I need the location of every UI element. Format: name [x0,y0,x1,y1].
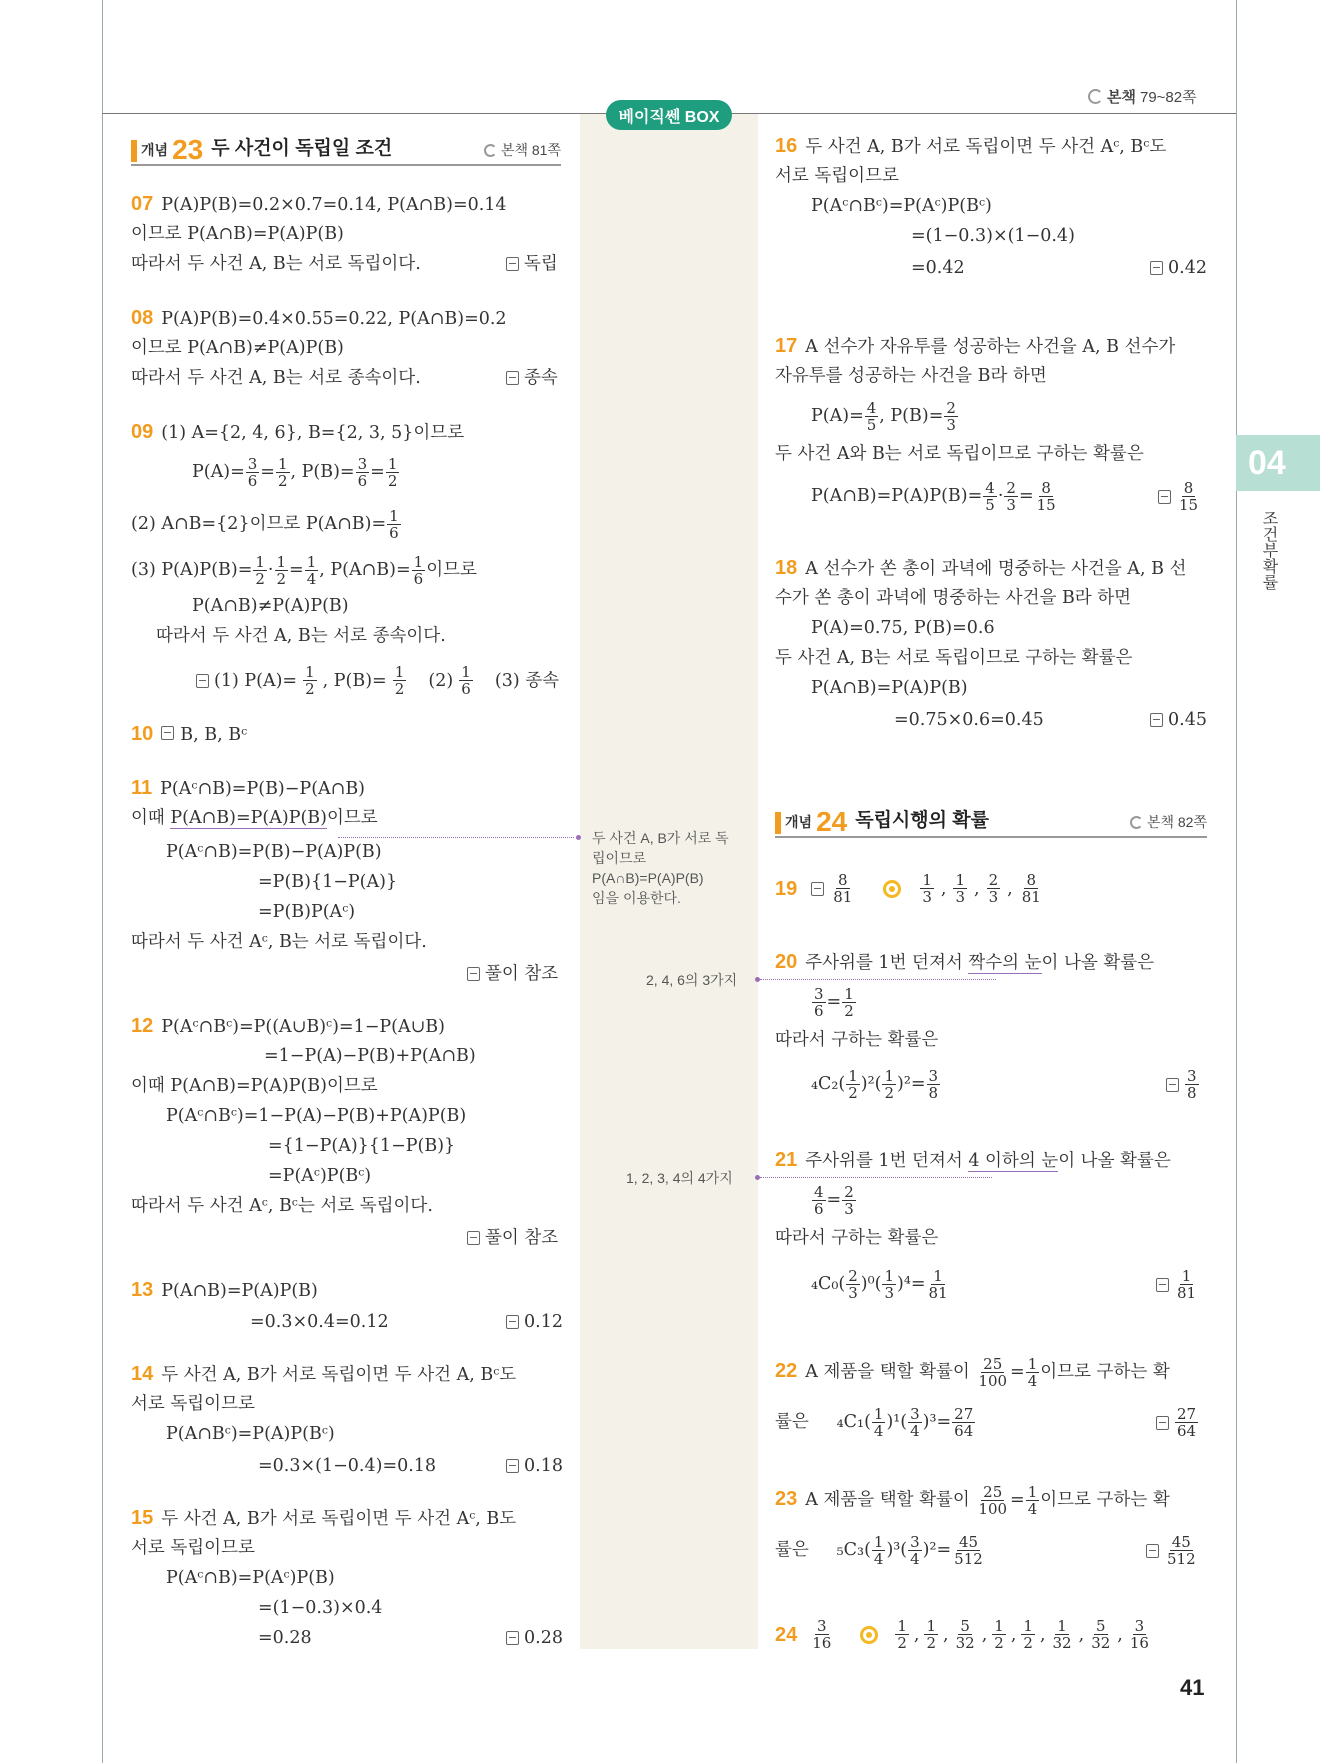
problem-11-line2: 이때 P(A∩B)=P(A)P(B)이므로 [131,808,378,828]
problem-07-line3: 따라서 두 사건 A, B는 서로 독립이다. [131,254,421,274]
problem-20-line3: 따라서 구하는 확률은 [775,1030,939,1050]
problem-16-line5: =0.42 [911,258,965,278]
problem-22-line2: 률은 ₄C₁( $\frac{1}{4}$ )¹( $\frac{3}{4}$ )³= $\frac{27}{64}$ [775,1405,974,1440]
problem-14-line3: P(A∩Bᶜ)=P(A)P(Bᶜ) [166,1424,335,1444]
answer-icon [1156,1278,1169,1292]
concept-marker [131,140,137,162]
problem-13-line2: =0.3×0.4=0.12 [250,1312,389,1332]
problem-15-line1: 15 두 사건 A, B가 서로 독립이면 두 사건 Aᶜ, B도 [131,1507,517,1529]
answer-icon [196,674,209,688]
answer-icon [1150,713,1163,727]
refresh-icon [484,144,497,157]
concept-24-header: 개념 24 독립시행의 확률 본책 82쪽 [775,808,1207,838]
problem-21-line3: 따라서 구하는 확률은 [775,1228,939,1248]
problem-07-answer: 독립 [506,252,558,276]
refresh-icon [1088,89,1103,104]
problem-15-answer: 0.28 [506,1626,563,1650]
problem-13-line1: 13 P(A∩B)=P(A)P(B) [131,1279,318,1301]
problem-13-answer: 0.12 [506,1310,563,1334]
problem-17-line5: P(A∩B)=P(A)P(B)= $\frac{4}{5}$ · $\frac{2}{3}$ = $\frac{8}{15}$ [811,479,1056,514]
problem-12-line7: 따라서 두 사건 Aᶜ, Bᶜ는 서로 독립이다. [131,1196,433,1216]
target-icon [883,880,901,898]
problem-12-line5: ={1−P(A)}{1−P(B)} [268,1136,456,1156]
problem-14-line4: =0.3×(1−0.4)=0.18 [258,1456,437,1476]
problem-07-line1: 07 P(A)P(B)=0.2×0.7=0.14, P(A∩B)=0.14 [131,193,507,215]
problem-12-line6: =P(Aᶜ)P(Bᶜ) [268,1166,372,1186]
page-border-right [1236,0,1237,1763]
problem-21-line1: 21 주사위를 1번 던져서 4 이하의 눈이 나올 확률은 [775,1149,1171,1171]
target-icon [860,1626,878,1644]
note-20-leader [760,979,996,980]
concept-24-title: 독립시행의 확률 [855,810,989,831]
page-border-left [102,0,103,1763]
note-21: 1, 2, 3, 4의 4가지 [626,1170,733,1186]
problem-12-answer: 풀이 참조 [467,1226,558,1250]
problem-11-answer: 풀이 참조 [467,962,558,986]
problem-16-line3: P(Aᶜ∩Bᶜ)=P(Aᶜ)P(Bᶜ) [811,196,992,216]
concept-23-title: 두 사건이 독립일 조건 [211,138,393,159]
problem-18-line2: 수가 쏜 총이 과녁에 명중하는 사건을 B라 하면 [775,588,1132,608]
problem-09-line2: P(A)= $\frac{3}{6}$ = $\frac{1}{2}$ , P(B)= $\frac{3}{6}$ = $\frac{1}{2}$ [192,455,398,490]
problem-10: 10 B, B, Bᶜ [131,723,248,745]
problem-11-line4: =P(B){1−P(A)} [258,872,398,892]
problem-21-line4: ₄C₀( $\frac{2}{3}$ )⁰( $\frac{1}{3}$ )⁴= $\frac{1}{81}$ [811,1267,948,1302]
problem-23-line1: 23 A 제품을 택할 확률이 $\frac{25}{100}$ = $\frac{1}{4}$ 이므로 구하는 확 [775,1483,1170,1518]
problem-21-line2: $\frac{4}{6}$ = $\frac{2}{3}$ [814,1183,854,1218]
problem-14-answer: 0.18 [506,1454,563,1478]
refresh-icon [1130,816,1143,829]
answer-icon [506,257,519,271]
problem-15-line4: =(1−0.3)×0.4 [258,1598,383,1618]
concept-23-header: 개념 23 두 사건이 독립일 조건 본책 81쪽 [131,136,561,166]
problem-21-answer: $\frac{1}{81}$ [1156,1268,1199,1301]
answer-icon [1166,1078,1179,1092]
problem-07-line2: 이므로 P(A∩B)=P(A)P(B) [131,224,344,244]
problem-18-line6: =0.75×0.6=0.45 [894,710,1044,730]
chapter-label: 조건부확률 [1260,510,1277,590]
problem-18-answer: 0.45 [1150,708,1207,732]
problem-11-line6: 따라서 두 사건 Aᶜ, B는 서로 독립이다. [131,932,427,952]
answer-icon [811,882,824,896]
concept-marker [775,812,781,834]
page-number: 41 [1180,1675,1205,1700]
problem-09-line3: (2) A∩B={2}이므로 P(A∩B)= $\frac{1}{6}$ [131,507,399,542]
problem-17-answer: $\frac{8}{15}$ [1158,480,1201,513]
note-11: 두 사건 A, B가 서로 독 립이므로 P(A∩B)=P(A)P(B) 임을 이용한다. [592,830,729,906]
problem-17-line3: P(A)= $\frac{4}{5}$ , P(B)= $\frac{2}{3}$ [811,399,956,434]
answer-icon [467,967,480,981]
problem-20-line4: ₄C₂( $\frac{1}{2}$ )²( $\frac{1}{2}$ )²= $\frac{3}{8}$ [811,1067,939,1102]
problem-12-line4: P(Aᶜ∩Bᶜ)=1−P(A)−P(B)+P(A)P(B) [166,1106,467,1126]
answer-icon [506,1315,519,1329]
answer-icon [506,1631,519,1645]
answer-icon [1158,490,1171,504]
answer-icon [506,1459,519,1473]
concept-24-ref: 본책 82쪽 [1130,812,1207,836]
problem-15-line3: P(Aᶜ∩B)=P(Aᶜ)P(B) [166,1568,335,1588]
problem-16-line4: =(1−0.3)×(1−0.4) [911,226,1075,246]
problem-09-answer: (1) P(A)= $\frac{1}{2}$ , P(B)= $\frac{1}{2}$ (2) $\frac{1}{6}$ (3) 종속 [196,664,559,697]
problem-11-line3: P(Aᶜ∩B)=P(B)−P(A)P(B) [166,842,382,862]
problem-08-answer: 종속 [506,366,558,390]
concept-23-ref: 본책 81쪽 [484,140,561,164]
problem-11-line1: 11 P(Aᶜ∩B)=P(B)−P(A∩B) [131,777,366,799]
note-21-leader [760,1177,992,1178]
note-11-leader [338,837,574,838]
note-11-dot [576,835,581,840]
problem-09-line4: (3) P(A)P(B)= $\frac{1}{2}$ · $\frac{1}{2}$ = $\frac{1}{4}$ , P(A∩B)= $\frac{1}{6}$ 이므로 [131,553,477,588]
box-badge: 베이직쎈 BOX [606,100,732,130]
problem-23-line2: 률은 ₅C₃( $\frac{1}{4}$ )³( $\frac{3}{4}$ )²= $\frac{45}{512}$ [775,1533,983,1568]
problem-22-answer: $\frac{27}{64}$ [1156,1406,1199,1439]
problem-08-line3: 따라서 두 사건 A, B는 서로 종속이다. [131,368,421,388]
problem-09-line1: 09 (1) A={2, 4, 6}, B={2, 3, 5}이므로 [131,421,465,443]
problem-20-answer: $\frac{3}{8}$ [1166,1068,1200,1101]
answer-icon [1150,261,1163,275]
header-page-ref: 본책 79~82쪽 [1088,86,1197,107]
problem-17-line2: 자유투를 성공하는 사건을 B라 하면 [775,366,1047,386]
note-20: 2, 4, 6의 3가지 [646,972,738,988]
problem-16-line1: 16 두 사건 A, B가 서로 독립이면 두 사건 Aᶜ, Bᶜ도 [775,135,1167,157]
problem-12-line1: 12 P(Aᶜ∩Bᶜ)=P((A∪B)ᶜ)=1−P(A∪B) [131,1015,445,1037]
problem-14-line1: 14 두 사건 A, B가 서로 독립이면 두 사건 A, Bᶜ도 [131,1363,517,1385]
problem-16-line2: 서로 독립이므로 [775,166,899,186]
problem-11-line5: =P(B)P(Aᶜ) [258,902,356,922]
problem-19: 19 $\frac{8}{81}$ $\frac{1}{3}$ , $\frac{1}{3}$ , $\frac{2}{3}$ , $\frac{8}{81}$ [775,871,1041,906]
problem-16-answer: 0.42 [1150,256,1207,280]
problem-14-line2: 서로 독립이므로 [131,1394,255,1414]
problem-18-line1: 18 A 선수가 쏜 총이 과녁에 명중하는 사건을 A, B 선 [775,557,1187,579]
problem-12-line3: 이때 P(A∩B)=P(A)P(B)이므로 [131,1076,378,1096]
problem-18-line4: 두 사건 A, B는 서로 독립이므로 구하는 확률은 [775,648,1133,668]
problem-22-line1: 22 A 제품을 택할 확률이 $\frac{25}{100}$ = $\frac{1}{4}$ 이므로 구하는 확 [775,1355,1170,1390]
problem-08-line2: 이므로 P(A∩B)≠P(A)P(B) [131,338,344,358]
problem-17-line1: 17 A 선수가 자유투를 성공하는 사건을 A, B 선수가 [775,335,1176,357]
problem-18-line5: P(A∩B)=P(A)P(B) [811,678,968,698]
problem-08-line1: 08 P(A)P(B)=0.4×0.55=0.22, P(A∩B)=0.2 [131,307,507,329]
answer-icon [161,726,174,740]
chapter-tab[interactable]: 04 [1236,435,1320,491]
problem-12-line2: =1−P(A)−P(B)+P(A∩B) [264,1046,476,1066]
problem-20-line1: 20 주사위를 1번 던져서 짝수의 눈이 나올 확률은 [775,951,1155,973]
problem-15-line5: =0.28 [258,1628,312,1648]
problem-09-line5: P(A∩B)≠P(A)P(B) [192,596,349,616]
problem-23-answer: $\frac{45}{512}$ [1146,1534,1199,1567]
problem-15-line2: 서로 독립이므로 [131,1538,255,1558]
problem-24: 24 $\frac{3}{16}$ $\frac{1}{2}$ , $\frac{1}{2}$ , $\frac{5}{32}$ , $\frac{1}{2}$ , $\frac{1}{2}$ , $\frac{1}{32}$ , $\frac{5}{32}$ , $\frac{3}{16}$ [775,1617,1149,1652]
answer-icon [1156,1416,1169,1430]
answer-icon [1146,1544,1159,1558]
answer-icon [506,371,519,385]
problem-17-line4: 두 사건 A와 B는 서로 독립이므로 구하는 확률은 [775,444,1144,464]
problem-20-line2: $\frac{3}{6}$ = $\frac{1}{2}$ [814,985,854,1020]
answer-icon [467,1231,480,1245]
problem-18-line3: P(A)=0.75, P(B)=0.6 [811,618,995,638]
problem-09-line6: 따라서 두 사건 A, B는 서로 종속이다. [156,626,446,646]
